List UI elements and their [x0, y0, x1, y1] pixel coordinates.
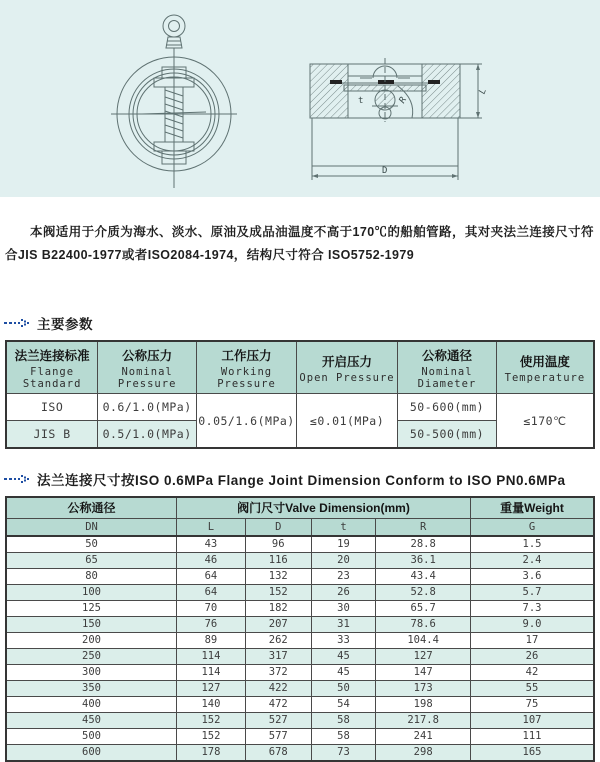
nominal-pressure-cell: 0.5/1.0(MPa) — [98, 421, 197, 449]
dimension-cell: 147 — [376, 664, 471, 680]
dims-column-header-row — [6, 518, 594, 536]
table-row — [6, 536, 594, 553]
dimension-cell: 500 — [6, 728, 177, 744]
dimension-cell: 50 — [311, 680, 376, 696]
col-header-d: D — [245, 518, 311, 536]
col-flange-standard — [6, 341, 98, 394]
dimension-cell: 150 — [6, 616, 177, 632]
table-row — [6, 680, 594, 696]
dimension-cell: 55 — [470, 680, 594, 696]
dimension-cell: 30 — [311, 600, 376, 616]
dimension-label-t: t — [358, 96, 364, 106]
drawing-banner — [0, 0, 600, 197]
dimension-cell: 125 — [6, 600, 177, 616]
col-nominal-diameter — [398, 341, 497, 394]
dimension-cell: 28.8 — [376, 536, 471, 553]
diameter-cell: 50-500(mm) — [398, 421, 497, 449]
col-nominal-pressure — [98, 341, 197, 394]
dimension-cell: 73 — [311, 744, 376, 761]
dimension-cell: 64 — [177, 584, 246, 600]
dimension-cell: 198 — [376, 696, 471, 712]
dimension-cell: 43.4 — [376, 568, 471, 584]
dimension-cell: 127 — [177, 680, 246, 696]
dimension-cell: 23 — [311, 568, 376, 584]
dimension-cell: 400 — [6, 696, 177, 712]
table-row — [6, 552, 594, 568]
dimension-cell: 50 — [6, 536, 177, 553]
dimension-cell: 207 — [245, 616, 311, 632]
dimension-cell: 43 — [177, 536, 246, 553]
dimension-cell: 116 — [245, 552, 311, 568]
header-cn: 工作压力 — [221, 349, 272, 363]
dimension-cell: 298 — [376, 744, 471, 761]
valve-front-view-drawing — [108, 6, 240, 192]
dims-group-header-row — [6, 497, 594, 518]
dimension-label-l: L — [477, 87, 489, 96]
dimension-cell: 217.8 — [376, 712, 471, 728]
header-en: Temperature — [504, 372, 586, 384]
params-header-row — [6, 341, 594, 394]
dimension-cell: 70 — [177, 600, 246, 616]
dimension-cell: 182 — [245, 600, 311, 616]
dimension-cell: 45 — [311, 664, 376, 680]
dimension-cell: 5.7 — [470, 584, 594, 600]
working-pressure-cell: 0.05/1.6(MPa) — [197, 394, 297, 449]
dimension-cell: 26 — [470, 648, 594, 664]
group-header-valve-dimension: 阀门尺寸Valve Dimension(mm) — [177, 497, 471, 518]
dimension-cell: 1.5 — [470, 536, 594, 553]
open-pressure-cell: ≤0.01(MPa) — [296, 394, 397, 449]
dimension-cell: 527 — [245, 712, 311, 728]
standard-cell: ISO — [6, 394, 98, 421]
dimension-cell: 262 — [245, 632, 311, 648]
dimension-cell: 96 — [245, 536, 311, 553]
dimension-cell: 19 — [311, 536, 376, 553]
header-cn: 法兰连接标准 — [14, 349, 90, 363]
table-row — [6, 568, 594, 584]
group-header-dn: 公称通径 — [6, 497, 177, 518]
dimension-cell: 152 — [177, 712, 246, 728]
dimension-cell: 114 — [177, 648, 246, 664]
temperature-cell: ≤170℃ — [496, 394, 594, 449]
dimension-cell: 80 — [6, 568, 177, 584]
dimension-cell: 111 — [470, 728, 594, 744]
section-title: 主要参数 — [37, 317, 93, 332]
dimension-cell: 152 — [177, 728, 246, 744]
dimension-cell: 76 — [177, 616, 246, 632]
dimension-cell: 152 — [245, 584, 311, 600]
dimension-cell: 20 — [311, 552, 376, 568]
dimension-cell: 472 — [245, 696, 311, 712]
col-header-r: R — [376, 518, 471, 536]
diameter-cell: 50-600(mm) — [398, 394, 497, 421]
dimension-cell: 36.1 — [376, 552, 471, 568]
dimension-cell: 42 — [470, 664, 594, 680]
dimension-cell: 46 — [177, 552, 246, 568]
blue-dotted-arrow-icon — [4, 473, 30, 485]
col-temperature — [496, 341, 594, 394]
table-row — [6, 632, 594, 648]
dimension-cell: 3.6 — [470, 568, 594, 584]
params-row-iso — [6, 394, 594, 421]
dimension-cell: 127 — [376, 648, 471, 664]
col-header-t: t — [311, 518, 376, 536]
dimension-cell: 9.0 — [470, 616, 594, 632]
main-parameters-table — [5, 340, 595, 449]
col-header-l: L — [177, 518, 246, 536]
dimension-cell: 75 — [470, 696, 594, 712]
dimension-cell: 100 — [6, 584, 177, 600]
dimension-cell: 300 — [6, 664, 177, 680]
dimension-cell: 132 — [245, 568, 311, 584]
dimension-table — [5, 496, 595, 762]
dimension-cell: 173 — [376, 680, 471, 696]
header-cn: 开启压力 — [322, 355, 373, 369]
col-header-g: G — [470, 518, 594, 536]
col-header-dn: DN — [6, 518, 177, 536]
dimension-cell: 165 — [470, 744, 594, 761]
dimension-cell: 114 — [177, 664, 246, 680]
blue-dotted-arrow-icon — [4, 317, 30, 329]
table-row — [6, 648, 594, 664]
dimension-cell: 17 — [470, 632, 594, 648]
header-cn: 公称通径 — [421, 349, 472, 363]
dimension-cell: 54 — [311, 696, 376, 712]
nominal-pressure-cell: 0.6/1.0(MPa) — [98, 394, 197, 421]
section-title: 法兰连接尺寸按ISO 0.6MPa Flange Joint Dimension Conform to ISO PN0.6MPa — [37, 473, 566, 488]
dimension-cell: 350 — [6, 680, 177, 696]
header-en: Open Pressure — [299, 372, 395, 384]
dimension-cell: 64 — [177, 568, 246, 584]
header-en: Working Pressure — [217, 366, 276, 390]
dimension-cell: 372 — [245, 664, 311, 680]
dimension-cell: 200 — [6, 632, 177, 648]
section-header-flange-dimensions — [4, 469, 600, 489]
valve-section-view-drawing — [300, 56, 492, 188]
dimension-cell: 2.4 — [470, 552, 594, 568]
dimension-cell: 45 — [311, 648, 376, 664]
dimension-cell: 450 — [6, 712, 177, 728]
table-row — [6, 600, 594, 616]
dimension-cell: 577 — [245, 728, 311, 744]
dimension-label-r: R — [397, 95, 410, 106]
table-row — [6, 664, 594, 680]
dimension-cell: 65.7 — [376, 600, 471, 616]
table-row — [6, 584, 594, 600]
dimension-cell: 7.3 — [470, 600, 594, 616]
dimension-cell: 33 — [311, 632, 376, 648]
table-row — [6, 616, 594, 632]
intro-paragraph: 本阀适用于介质为海水、淡水、原油及成品油温度不高于170℃的船舶管路，其对夹法兰连接尺寸符合JIS B22400-1977或者ISO2084-1974，结构尺寸符合 ISO5752-1979 — [5, 225, 594, 262]
table-row — [6, 728, 594, 744]
dimension-cell: 89 — [177, 632, 246, 648]
header-en: Flange Standard — [22, 366, 82, 390]
dimension-cell: 31 — [311, 616, 376, 632]
section-header-main-parameters — [4, 313, 600, 333]
header-en: Nominal Pressure — [117, 366, 177, 390]
dimension-cell: 241 — [376, 728, 471, 744]
dimension-cell: 250 — [6, 648, 177, 664]
header-cn: 公称压力 — [122, 349, 173, 363]
dimension-table-body — [6, 536, 594, 761]
dimension-cell: 600 — [6, 744, 177, 761]
dimension-cell: 317 — [245, 648, 311, 664]
col-open-pressure — [296, 341, 397, 394]
dimension-cell: 58 — [311, 728, 376, 744]
table-row — [6, 744, 594, 761]
dimension-cell: 78.6 — [376, 616, 471, 632]
dimension-cell: 52.8 — [376, 584, 471, 600]
dimension-cell: 65 — [6, 552, 177, 568]
dimension-cell: 58 — [311, 712, 376, 728]
standard-cell: JIS B — [6, 421, 98, 449]
dimension-cell: 104.4 — [376, 632, 471, 648]
dimension-cell: 107 — [470, 712, 594, 728]
group-header-weight: 重量Weight — [470, 497, 594, 518]
col-working-pressure — [197, 341, 297, 394]
dimension-cell: 678 — [245, 744, 311, 761]
table-row — [6, 712, 594, 728]
header-en: Nominal Diameter — [417, 366, 477, 390]
dimension-cell: 178 — [177, 744, 246, 761]
dimension-label-d: D — [382, 166, 388, 176]
dimension-cell: 422 — [245, 680, 311, 696]
table-row — [6, 696, 594, 712]
dimension-cell: 26 — [311, 584, 376, 600]
dimension-cell: 140 — [177, 696, 246, 712]
header-cn: 使用温度 — [519, 355, 570, 369]
